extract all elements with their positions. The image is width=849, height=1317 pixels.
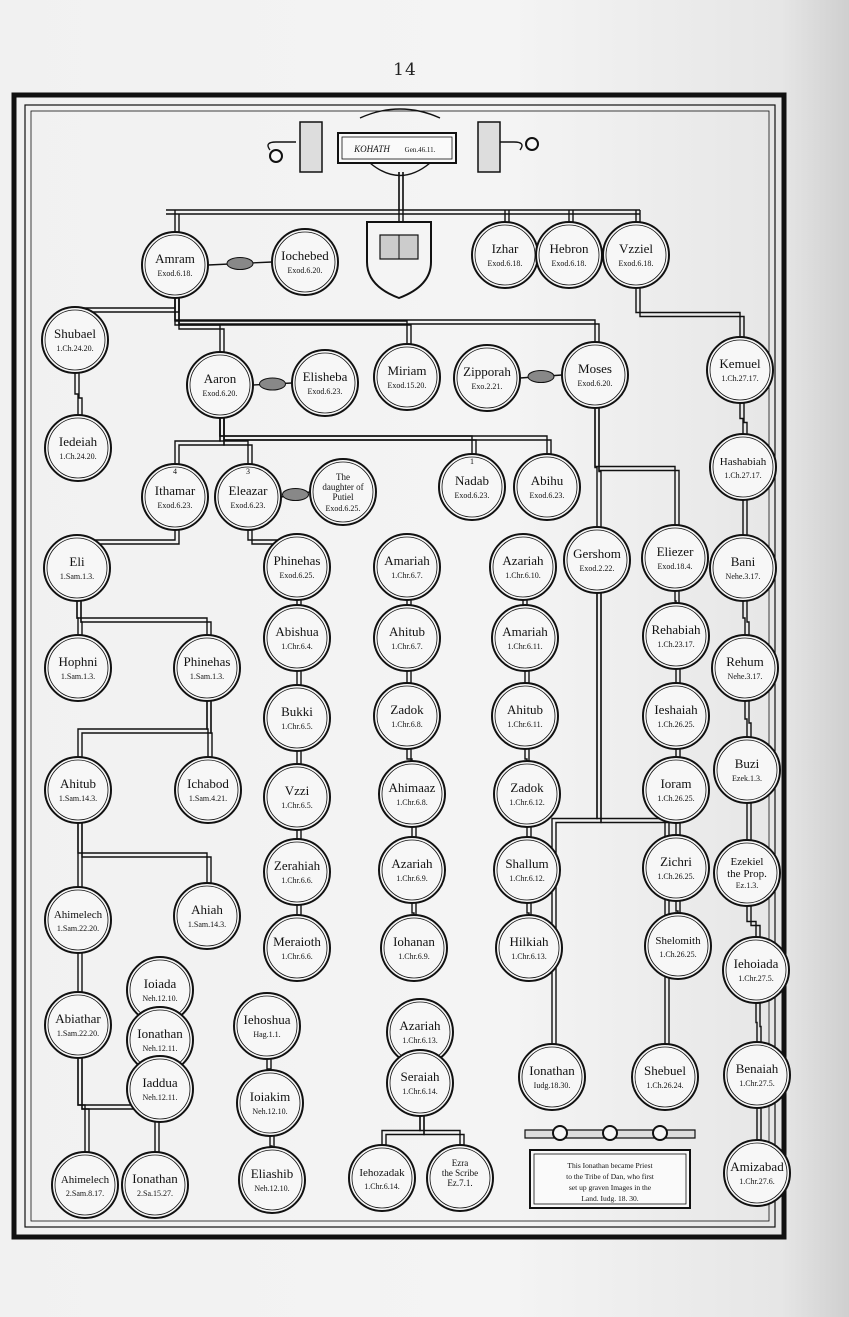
person-node-iohanan xyxy=(381,915,447,981)
handshake-icon xyxy=(253,378,292,390)
person-node-zerahiah xyxy=(264,839,330,905)
person-name: Shallum xyxy=(505,856,549,871)
person-ref: 1.Chr.6.9. xyxy=(396,874,428,883)
person-ref: 1.Sam.14.3. xyxy=(187,920,227,929)
person-ref: 1.Chr.27.5. xyxy=(738,974,774,983)
person-name: Zerahiah xyxy=(273,858,321,873)
person-ref: 1.Chr.6.7. xyxy=(391,571,423,580)
person-node-ahiah xyxy=(174,883,240,949)
person-name: Abihu xyxy=(530,473,564,488)
person-node-hashabiah xyxy=(710,434,776,500)
person-ref: 1.Ch.26.25. xyxy=(657,872,695,881)
person-node-ioram xyxy=(643,757,709,823)
person-name: Ioiakim xyxy=(249,1089,291,1104)
person-node-amariah1 xyxy=(374,534,440,600)
person-node-amram xyxy=(142,232,208,298)
lineage-line xyxy=(636,288,740,337)
header-name: KOHATH xyxy=(354,144,390,154)
person-node-phinehas2 xyxy=(174,635,240,701)
person-node-kemuel xyxy=(707,337,773,403)
lineage-line xyxy=(207,701,208,757)
person-ref: Exo.2.21. xyxy=(471,382,503,391)
person-ref: Exod.6.20. xyxy=(202,389,238,398)
person-ref: 1.Ch.27.17. xyxy=(724,471,762,480)
person-ref: Exod.6.18. xyxy=(551,259,587,268)
person-ref: 1.Sam.22.20. xyxy=(56,924,100,933)
person-name: Kemuel xyxy=(719,356,761,371)
person-node-shebuel xyxy=(632,1044,698,1110)
person-ref: Exod.6.20. xyxy=(577,379,613,388)
person-ref: Exod.6.23. xyxy=(230,501,266,510)
lineage-line xyxy=(676,901,678,913)
person-name: Eliashib xyxy=(250,1166,294,1181)
person-node-eli xyxy=(44,535,110,601)
person-name: Vzziel xyxy=(619,241,653,256)
person-ref: 1.Chr.6.5. xyxy=(281,801,313,810)
cartouche-pillar-right xyxy=(478,122,500,172)
person-name: Amizabad xyxy=(730,1159,784,1174)
person-name: Hophni xyxy=(58,654,98,669)
person-name-line: Ezra xyxy=(451,1158,469,1168)
footnote-line-1: This Ionathan became Priest xyxy=(567,1161,653,1170)
lineage-line xyxy=(267,1059,270,1070)
person-ref: 2.Sam.8.17. xyxy=(65,1189,105,1198)
person-node-shelomith xyxy=(645,913,711,979)
person-name: Iehozadak xyxy=(359,1167,405,1179)
person-name: Iohanan xyxy=(393,934,435,949)
person-ref: 2.Sa.15.27. xyxy=(137,1189,173,1198)
person-name: Eleazar xyxy=(228,483,268,498)
person-name-line: The xyxy=(336,472,350,482)
person-ref: 1.Chr.6.12. xyxy=(509,798,545,807)
person-ref: 1.Chr.6.6. xyxy=(281,952,313,961)
person-ref: Exod.6.18. xyxy=(157,269,193,278)
person-name: Ichabod xyxy=(187,776,229,791)
person-name: Shelomith xyxy=(655,935,701,947)
page-number: 14 xyxy=(393,60,417,80)
person-ref: Neh.12.11. xyxy=(142,1093,178,1102)
person-node-ahimelech2 xyxy=(52,1152,118,1218)
person-ref: 1.Chr.6.13. xyxy=(402,1036,438,1045)
person-node-ithamar xyxy=(142,464,208,530)
person-name: Hebron xyxy=(549,241,589,256)
person-ref: 1.Chr.6.10. xyxy=(505,571,541,580)
person-ref: 1.Chr.6.9. xyxy=(398,952,430,961)
person-ref: Exod.6.18. xyxy=(618,259,654,268)
footnote-line-3: set up graven Images in the xyxy=(568,1183,652,1192)
person-node-abishua xyxy=(264,605,330,671)
person-node-bani xyxy=(710,535,776,601)
person-node-meraioth xyxy=(264,915,330,981)
person-node-ichabod xyxy=(175,757,241,823)
lineage-line xyxy=(747,601,749,635)
person-ref: 1.Ch.27.17. xyxy=(721,374,759,383)
lineage-line xyxy=(740,403,743,434)
person-node-zadok1 xyxy=(374,683,440,749)
lineage-line xyxy=(527,903,529,915)
shield-emblem xyxy=(367,222,431,298)
person-name: Eli xyxy=(69,554,85,569)
scroll-ornament-right xyxy=(526,138,538,150)
person-name: Ahitub xyxy=(59,776,97,791)
person-ref: 1.Chr.6.4. xyxy=(281,642,313,651)
person-ref: Exod.6.23. xyxy=(157,501,193,510)
person-name: Zichri xyxy=(660,854,692,869)
person-name: Ionathan xyxy=(132,1171,178,1186)
person-ref: 1.Sam.1.3. xyxy=(189,672,225,681)
person-name: Azariah xyxy=(391,856,433,871)
person-name: Ioram xyxy=(660,776,692,791)
person-name: Elisheba xyxy=(302,369,348,384)
person-node-azariah1 xyxy=(490,534,556,600)
person-node-ezekiel xyxy=(714,840,780,906)
person-ref: 1.Chr.6.7. xyxy=(391,642,423,651)
scroll-ornament-left xyxy=(270,150,282,162)
cartouche-pillar-left xyxy=(300,122,322,172)
person-name: Miriam xyxy=(387,363,427,378)
person-ref: 1.Chr.6.11. xyxy=(507,642,543,651)
person-name: Phinehas xyxy=(273,553,321,568)
person-node-miriam xyxy=(374,344,440,410)
lineage-line xyxy=(749,701,751,737)
person-name: Rehabiah xyxy=(651,622,701,637)
person-name: Iehoshua xyxy=(243,1012,291,1027)
person-node-abiathar xyxy=(45,992,111,1058)
person-name: Ioiada xyxy=(143,976,177,991)
person-ref: 1.Chr.6.14. xyxy=(364,1182,400,1191)
person-ref: 1.Ch.26.25. xyxy=(657,720,695,729)
person-node-ezra xyxy=(427,1145,493,1211)
person-node-shallum xyxy=(494,837,560,903)
person-ref: Nehe.3.17. xyxy=(727,672,763,681)
footnote-cartouche xyxy=(525,1126,695,1208)
person-name: Amram xyxy=(155,251,195,266)
person-node-iaddua xyxy=(127,1056,193,1122)
person-name: Amariah xyxy=(502,624,548,639)
person-name: Ezekiel xyxy=(730,856,764,868)
person-name-line: daughter of xyxy=(322,482,364,492)
person-name: Abiathar xyxy=(55,1011,101,1026)
person-ref: Hag.1.1. xyxy=(253,1030,281,1039)
person-ref: 1.Sam.14.3. xyxy=(58,794,98,803)
person-name: Ionathan xyxy=(529,1063,575,1078)
birth-order-number: 4 xyxy=(173,467,177,476)
lineage-line xyxy=(175,418,220,464)
person-name: Ahimaaz xyxy=(388,780,436,795)
person-node-moses xyxy=(562,342,628,408)
person-name: Iehoiada xyxy=(733,956,779,971)
person-name: Phinehas xyxy=(183,654,231,669)
person-ref: Exod.6.23. xyxy=(307,387,343,396)
lineage-line xyxy=(745,701,747,737)
lineage-line xyxy=(77,601,207,635)
person-ref: Exod.6.23. xyxy=(529,491,565,500)
person-name: Ionathan xyxy=(137,1026,183,1041)
person-ref: 1.Chr.6.8. xyxy=(391,720,423,729)
person-node-ionathan3 xyxy=(122,1152,188,1218)
person-name: Hashabiah xyxy=(719,456,767,468)
person-name: Ahiah xyxy=(191,902,223,917)
person-name: Ahimelech xyxy=(53,909,103,921)
person-name: Meraioth xyxy=(273,934,321,949)
person-name: the Prop. xyxy=(727,868,767,880)
person-ref: 1.Chr.27.6. xyxy=(739,1177,775,1186)
person-node-benaiah xyxy=(724,1042,790,1108)
person-ref: Neh.12.11. xyxy=(142,1044,178,1053)
person-ref: 1.Sam.4.21. xyxy=(188,794,228,803)
person-ref: 1.Sam.1.3. xyxy=(59,572,95,581)
person-ref: Ez.1.3. xyxy=(735,881,759,890)
person-node-gershom xyxy=(564,527,630,593)
person-node-elisheba xyxy=(292,350,358,416)
person-node-ahitub3 xyxy=(45,757,111,823)
person-ref: 1.Ch.23.17. xyxy=(657,640,695,649)
lineage-line xyxy=(220,418,547,454)
person-node-shubael xyxy=(42,307,108,373)
footnote-line-4: Land. Iudg. 18. 30. xyxy=(581,1194,639,1203)
person-node-iedeiah xyxy=(45,415,111,481)
person-node-seraiah xyxy=(387,1050,453,1116)
person-ref: 1.Chr.27.5. xyxy=(739,1079,775,1088)
person-name: Iochebed xyxy=(281,248,329,263)
person-name: Azariah xyxy=(399,1018,441,1033)
person-name: Shubael xyxy=(54,326,96,341)
lineage-line xyxy=(760,1003,761,1042)
lineage-line xyxy=(75,298,175,308)
person-node-hophni xyxy=(45,635,111,701)
person-node-ahitub2 xyxy=(492,683,558,749)
lineage-line xyxy=(756,1003,757,1042)
person-node-aaron xyxy=(187,352,253,418)
person-ref: Exod.2.22. xyxy=(579,564,615,573)
cartouche-base xyxy=(370,163,430,176)
lineage-line xyxy=(595,408,675,525)
person-name: Abishua xyxy=(275,624,319,639)
person-ref: 1.Chr.6.8. xyxy=(396,798,428,807)
person-name: Iaddua xyxy=(142,1075,178,1090)
lineage-line xyxy=(675,591,676,603)
person-ref: 1.Chr.6.5. xyxy=(281,722,313,731)
person-ref: 1.Ch.24.20. xyxy=(56,344,94,353)
person-ref: Neh.12.10. xyxy=(252,1107,288,1116)
person-name: Zadok xyxy=(390,702,424,717)
person-name: Bani xyxy=(730,554,756,569)
cartouche-crest xyxy=(360,109,440,118)
person-name: Hilkiah xyxy=(509,934,549,949)
person-name: Ahitub xyxy=(388,624,426,639)
person-node-putiel_dau xyxy=(310,459,376,525)
handshake-icon xyxy=(208,258,272,270)
lineage-line xyxy=(78,701,207,757)
person-name: Shebuel xyxy=(644,1063,686,1078)
header-ref: Gen.46.11. xyxy=(404,146,436,154)
person-node-iochebed xyxy=(272,229,338,295)
person-ref: Nehe.3.17. xyxy=(725,572,761,581)
person-node-ieshaiah xyxy=(643,683,709,749)
person-node-iehoiada xyxy=(723,937,789,1003)
person-ref: 1.Chr.6.11. xyxy=(507,720,543,729)
person-node-zipporah xyxy=(454,345,520,411)
person-name: Amariah xyxy=(384,553,430,568)
footnote-line-2: to the Tribe of Dan, who first xyxy=(566,1172,654,1181)
lineage-line xyxy=(412,903,414,915)
person-node-izhar xyxy=(472,222,538,288)
person-ref: 1.Ch.26.25. xyxy=(657,794,695,803)
person-node-ahitub1 xyxy=(374,605,440,671)
person-ref: Exod.6.25. xyxy=(325,504,361,513)
person-node-rehum xyxy=(712,635,778,701)
header-cartouche xyxy=(268,109,538,176)
person-ref: Iudg.18.30. xyxy=(533,1081,571,1090)
person-node-rehabiah xyxy=(643,603,709,669)
person-ref: 1.Ch.26.25. xyxy=(659,950,697,959)
person-node-abihu xyxy=(514,454,580,520)
lineage-line xyxy=(79,373,82,415)
person-ref: Exod.15.20. xyxy=(387,381,427,390)
person-name: Aaron xyxy=(203,371,237,386)
person-name: Izhar xyxy=(491,241,519,256)
person-node-phinehas1 xyxy=(264,534,330,600)
person-node-iehozadak xyxy=(349,1145,415,1211)
person-name: Iedeiah xyxy=(58,434,98,449)
person-ref: Ezek.1.3. xyxy=(732,774,762,783)
lineage-line xyxy=(175,298,595,342)
handshake-icon xyxy=(281,489,310,501)
person-name: Rehum xyxy=(726,654,764,669)
person-node-eliashib xyxy=(239,1147,305,1213)
handshake-icon xyxy=(520,371,562,383)
person-node-ieshua xyxy=(234,993,300,1059)
person-ref: Neh.12.10. xyxy=(254,1184,290,1193)
person-ref: Exod.18.4. xyxy=(657,562,693,571)
birth-order-number: 3 xyxy=(246,467,250,476)
person-node-zichri xyxy=(643,835,709,901)
person-name: Ahitub xyxy=(506,702,544,717)
person-ref: Exod.6.23. xyxy=(454,491,490,500)
lineage-line xyxy=(79,298,179,312)
person-node-ahimelech1 xyxy=(45,887,111,953)
person-node-uzziel xyxy=(603,222,669,288)
person-name: Nadab xyxy=(455,473,489,488)
person-name: Vzzi xyxy=(284,783,310,798)
person-ref: 1.Sam.1.3. xyxy=(60,672,96,681)
person-ref: Neh.12.10. xyxy=(142,994,178,1003)
birth-order-number: 1 xyxy=(470,457,474,466)
person-node-eleazar xyxy=(215,464,281,530)
lineage-line xyxy=(175,298,407,344)
person-name: Bukki xyxy=(281,704,313,719)
person-nodes xyxy=(42,222,790,1218)
person-node-azariah2 xyxy=(379,837,445,903)
lineage-line xyxy=(382,1116,420,1145)
person-name: Ithamar xyxy=(154,483,196,498)
person-node-zadok2 xyxy=(494,761,560,827)
person-name: Moses xyxy=(578,361,612,376)
person-node-hebron xyxy=(536,222,602,288)
person-name: Zadok xyxy=(510,780,544,795)
person-name-line: Ez.7.1. xyxy=(447,1178,473,1188)
lineage-line xyxy=(211,701,212,757)
person-node-ahimaaz xyxy=(379,761,445,827)
lineage-line xyxy=(420,1116,460,1145)
person-name: Seraiah xyxy=(400,1069,440,1084)
person-node-amariah2 xyxy=(492,605,558,671)
person-node-ionathan2 xyxy=(519,1044,585,1110)
person-ref: Exod.6.20. xyxy=(287,266,323,275)
person-ref: 1.Chr.6.13. xyxy=(511,952,547,961)
person-node-hilkiah xyxy=(496,915,562,981)
person-name: Azariah xyxy=(502,553,544,568)
person-node-ioiakim xyxy=(237,1070,303,1136)
person-ref: 1.Sam.22.20. xyxy=(56,1029,100,1038)
person-name: Ieshaiah xyxy=(654,702,698,717)
person-name-line: the Scribe xyxy=(441,1168,479,1178)
lineage-line xyxy=(78,823,207,883)
person-name: Zipporah xyxy=(463,364,511,379)
person-name: Ahimelech xyxy=(60,1174,110,1186)
person-ref: 1.Ch.24.20. xyxy=(59,452,97,461)
person-node-nadab xyxy=(439,454,505,520)
lineage-line xyxy=(744,403,747,434)
lineage-line xyxy=(743,601,745,635)
lineage-line xyxy=(270,1136,272,1147)
person-ref: 1.Chr.6.14. xyxy=(402,1087,438,1096)
person-name: Gershom xyxy=(573,546,621,561)
person-ref: 1.Ch.26.24. xyxy=(646,1081,684,1090)
person-ref: Exod.6.25. xyxy=(279,571,315,580)
person-name: Buzi xyxy=(734,756,760,771)
person-node-bukki xyxy=(264,685,330,751)
lineage-line xyxy=(525,749,527,761)
person-ref: Exod.6.18. xyxy=(487,259,523,268)
lineage-line xyxy=(75,373,78,415)
person-name-line: Putiel xyxy=(332,492,354,502)
person-node-amizabad xyxy=(724,1140,790,1206)
person-node-buzi xyxy=(714,737,780,803)
person-name: Benaiah xyxy=(735,1061,779,1076)
person-node-uzzi xyxy=(264,764,330,830)
person-ref: 1.Chr.6.12. xyxy=(509,874,545,883)
person-name: Eliezer xyxy=(656,544,694,559)
person-ref: 1.Chr.6.6. xyxy=(281,876,313,885)
person-node-eliezer xyxy=(642,525,708,591)
lineage-line xyxy=(552,593,597,1044)
